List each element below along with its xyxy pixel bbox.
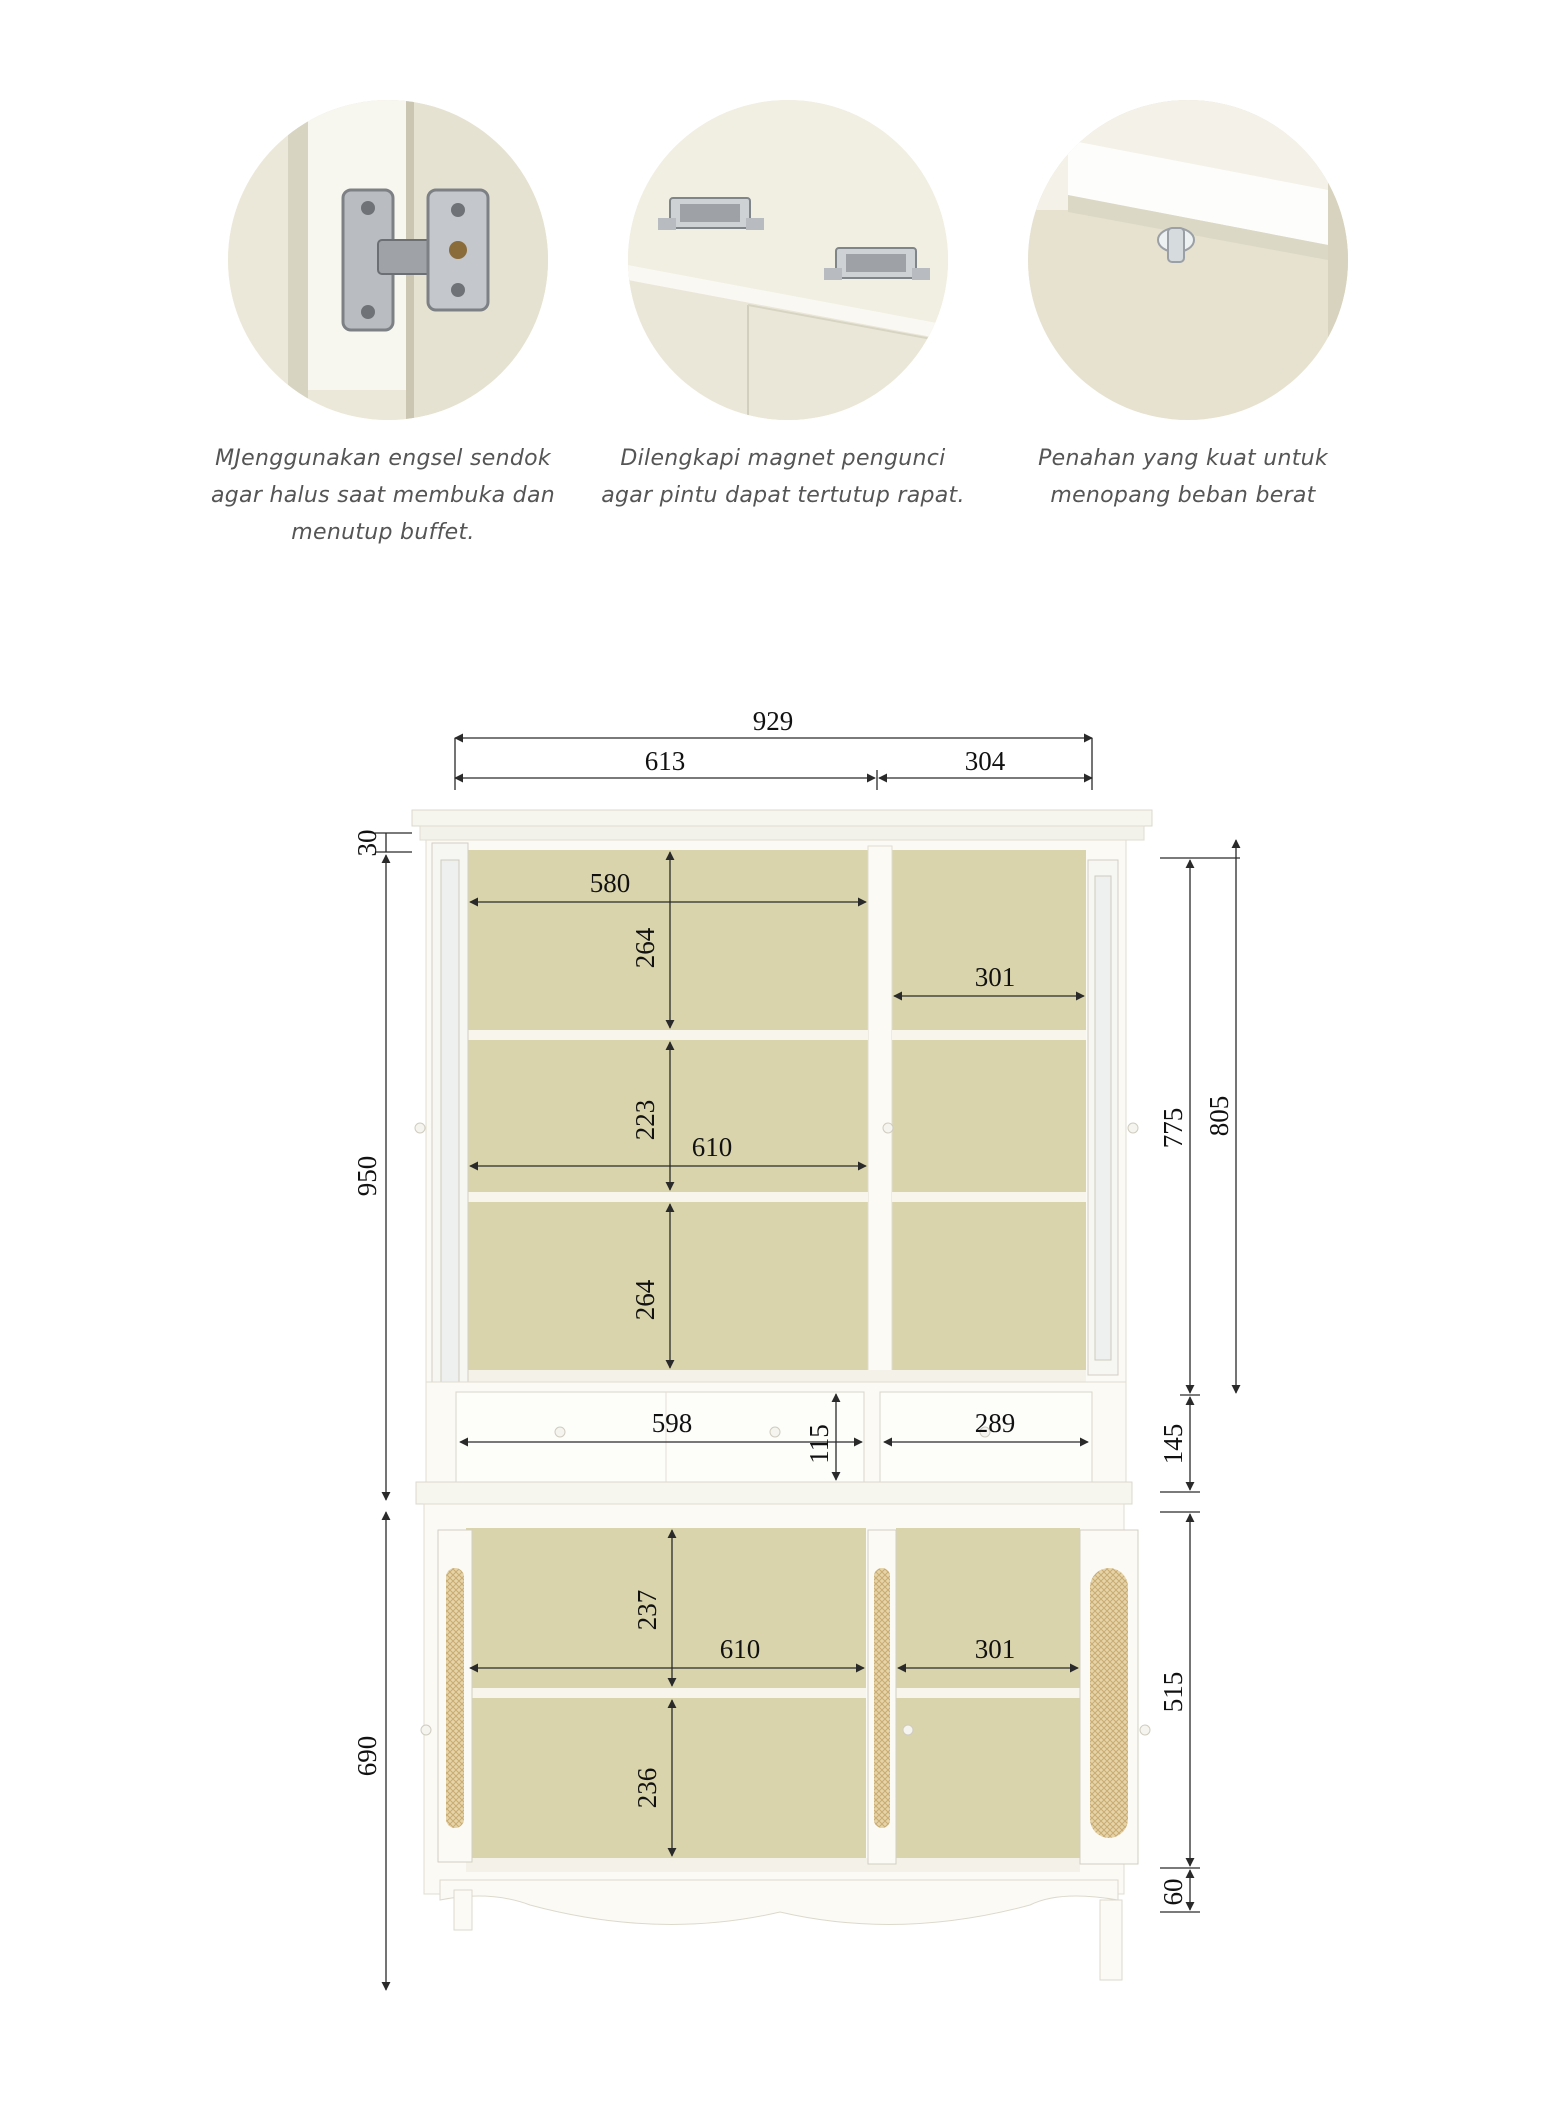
door-knob — [903, 1725, 913, 1735]
lower-shelf — [896, 1688, 1080, 1698]
dim-upper-mid-height: 223 — [630, 1099, 660, 1141]
caption-line: MJenggunakan engsel sendok — [215, 446, 551, 471]
dim-lower-right-shelf-width: 301 — [974, 1634, 1016, 1664]
dim-upper-right-outer-height: 805 — [1204, 1095, 1234, 1137]
door-knob — [415, 1123, 425, 1133]
caption-line: menopang beban berat — [1050, 483, 1316, 508]
upper-shelf — [468, 1030, 868, 1040]
door-knob — [1140, 1725, 1150, 1735]
leg — [454, 1890, 472, 1930]
dim-lower-bottom-height: 236 — [632, 1767, 662, 1809]
dim-upper-top-height: 264 — [630, 927, 660, 969]
dim-upper-shelf-width-top: 580 — [589, 868, 631, 898]
dim-lower-shelf-width: 610 — [719, 1634, 761, 1664]
caption-line: Dilengkapi magnet pengunci — [620, 446, 946, 471]
dim-drawer-section-height: 145 — [1158, 1423, 1188, 1465]
drawer-knob — [555, 1427, 565, 1437]
upper-left-interior — [468, 850, 868, 1370]
door-knob — [421, 1725, 431, 1735]
apron — [440, 1880, 1118, 1924]
dim-lower-top-height: 237 — [632, 1589, 662, 1631]
dim-right-section-width: 304 — [964, 746, 1006, 776]
dim-drawer-right-width: 289 — [974, 1408, 1016, 1438]
upper-shelf — [892, 1192, 1086, 1202]
dim-drawer-height: 115 — [804, 1424, 834, 1464]
dim-leg-height: 60 — [1158, 1878, 1188, 1906]
lower-base — [416, 1482, 1150, 1980]
upper-right-interior — [892, 850, 1086, 1370]
drawer-knob — [770, 1427, 780, 1437]
caption-line: agar pintu dapat tertutup rapat. — [601, 483, 965, 508]
dim-left-section-width: 613 — [644, 746, 686, 776]
dim-top-cornice-height: 30 — [352, 829, 382, 857]
dim-upper-height: 950 — [352, 1155, 382, 1197]
dim-upper-shelf-width-mid: 610 — [691, 1132, 733, 1162]
lower-shelf — [466, 1688, 866, 1698]
dim-upper-right-shelf-width: 301 — [974, 962, 1016, 992]
caption-line: agar halus saat membuka dan — [211, 483, 555, 508]
door-knob — [883, 1123, 893, 1133]
base-top — [416, 1482, 1132, 1504]
leg — [1100, 1900, 1122, 1980]
top-cornice — [412, 810, 1152, 826]
dim-drawer-left-width: 598 — [651, 1408, 693, 1438]
upper-shelf — [468, 1192, 868, 1202]
dim-lower-height: 690 — [352, 1735, 382, 1777]
dim-total-width: 929 — [752, 706, 794, 736]
dim-upper-right-inner-height: 775 — [1158, 1107, 1188, 1149]
caption-line: Penahan yang kuat untuk — [1038, 446, 1328, 471]
upper-hutch — [412, 810, 1152, 1403]
dim-upper-bottom-height: 264 — [630, 1279, 660, 1321]
dim-lower-right-height: 515 — [1158, 1671, 1188, 1713]
upper-shelf — [892, 1030, 1086, 1040]
caption-line: menutup buffet. — [291, 520, 475, 545]
door-knob — [1128, 1123, 1138, 1133]
